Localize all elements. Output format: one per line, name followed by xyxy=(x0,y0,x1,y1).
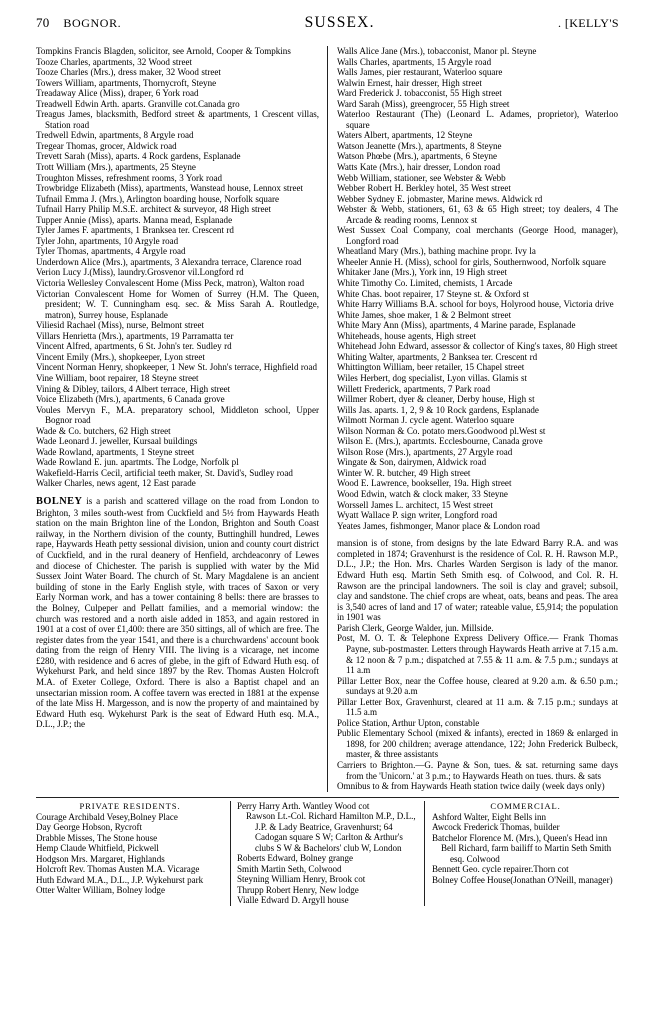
private-residents-column-2 xyxy=(230,801,424,906)
directory-entry: Underdown Alice (Mrs.), apartments, 3 Alexandra terrace, Clarence road xyxy=(36,256,302,267)
directory-entry: Vining & Dibley, tailors, 4 Albert terrace, High street xyxy=(36,383,231,394)
directory-entry: Villars Henrietta (Mrs.), apartments, 19 Parramatta ter xyxy=(36,330,234,341)
directory-entry: Tufnail Emma J. (Mrs.), Arlington boarding house, Norfolk square xyxy=(36,193,279,204)
resident-entry: Smith Martin Seth, Colwood xyxy=(237,863,342,874)
directory-entry: Walls Charles, apartments, 15 Argyle road xyxy=(337,56,492,67)
resident-entry: Courage Archibald Vesey,Bolney Place xyxy=(36,811,178,822)
directory-entry: Yeates James, fishmonger, Manor place & London road xyxy=(337,520,540,531)
directory-entry: Webster & Webb, stationers, 61, 63 & 65 High street; toy dealers, 4 The Arcade & reading rooms, Lennox st xyxy=(337,204,618,225)
parish-service-entry: Omnibus to & from Haywards Heath station twice daily (week days only) xyxy=(337,781,605,792)
resident-entry: Hodgson Mrs. Margaret, Highlands xyxy=(36,853,165,864)
page-folio-number: 70 xyxy=(36,15,50,30)
resident-entry: Rawson Lt.-Col. Richard Hamilton M.P., D.L., J.P. & Lady Beatrice, Gravenhurst; 64 Cadogan square S W; Carlton & Arthur's clubs S W & Bachelors' club W, London xyxy=(246,811,416,853)
directory-entry: Tooze Charles, apartments, 32 Wood street xyxy=(36,56,192,67)
commercial-entry: Bell Richard, farm bailiff to Martin Seth Smith esq. Colwood xyxy=(441,843,612,864)
commercial-entry: Ashford Walter, Eight Bells inn xyxy=(432,811,547,822)
directory-entry: Walwin Ernest, hair dresser, High street xyxy=(337,77,482,88)
article-spacer xyxy=(36,489,319,496)
directory-entry: Wilmott Norman J. cycle agent. Waterloo square xyxy=(337,415,515,426)
commercial-heading: COMMERCIAL. xyxy=(490,800,561,811)
directory-entry: Towers William, apartments, Thornycroft, Steyne xyxy=(36,77,217,88)
directory-entry: Whitaker Jane (Mrs.), York inn, 19 High street xyxy=(337,267,507,278)
directory-entry: Trott William (Mrs.), apartments, 25 Steyne xyxy=(36,162,196,173)
running-head-place: BOGNOR. xyxy=(63,16,122,30)
directory-entry: Victorian Convalescent Home for Women of Surrey (H.M. The Queen, president; W. T. Cunningham esq. sec. & Miss Sarah A. Routledge, matron), Surrey house, Esplanade xyxy=(36,288,319,320)
directory-entry: Wills Jas. aparts. 1, 2, 9 & 10 Rock gardens, Esplanade xyxy=(337,404,539,415)
directory-entry: Wilson Norman & Co. potato mers.Goodwood pl.West st xyxy=(337,425,546,436)
private-residents-heading: PRIVATE RESIDENTS. xyxy=(79,800,181,811)
directory-entry: White James, shoe maker, 1 & 2 Belmont street xyxy=(337,309,512,320)
directory-entry: Whiteheads, house agents, High street xyxy=(337,330,476,341)
parish-service-entry: Police Station, Arthur Upton, constable xyxy=(337,717,480,728)
directory-entry: Treagus James, blacksmith, Bedford street & apartments, 1 Crescent villas, Station road xyxy=(36,109,319,130)
directory-entry: Verion Lucy J.(Miss), laundry.Grosvenor vil.Longford rd xyxy=(36,267,244,278)
directory-entry: Watts Kate (Mrs.), hair dresser, London road xyxy=(337,162,501,173)
directory-entry: Tompkins Francis Blagden, solicitor, see Arnold, Cooper & Tompkins xyxy=(36,46,291,56)
directory-entry: Wade Leonard J. jeweller, Kursaal buildings xyxy=(36,436,198,447)
directory-entry: Treadwell Edwin Arth. aparts. Granville cot.Canada gro xyxy=(36,98,240,109)
directory-entry: Whitehead John Edward, assessor & collector of King's taxes, 80 High street xyxy=(337,341,618,352)
directory-entry: Ward Sarah (Miss), greengrocer, 55 High street xyxy=(337,98,510,109)
directory-entry: Wilson E. (Mrs.), apartmts. Ecclesbourne, Canada grove xyxy=(337,436,543,447)
parish-service-entry: Parish Clerk, George Walder, jun. Millside. xyxy=(337,622,494,633)
resident-entry: Thrupp Robert Henry, New lodge xyxy=(237,884,359,895)
directory-entry: Webber Sydney E. jobmaster, Marine mews. Aldwick rd xyxy=(337,193,543,204)
private-residents-column-1 xyxy=(36,801,230,906)
resident-entry: Otter Walter William, Bolney lodge xyxy=(36,885,165,896)
directory-entry: Walker Charles, news agent, 12 East parade xyxy=(36,478,196,489)
directory-entry: Wood Edwin, watch & clock maker, 33 Steyne xyxy=(337,488,508,499)
right-column xyxy=(327,46,618,792)
directory-entry: Ward Frederick J. tobacconist, 55 High street xyxy=(337,88,502,99)
directory-entry: Tredwell Edwin, apartments, 8 Argyle road xyxy=(36,130,194,141)
directory-entry: Vincent Norman Henry, shopkeeper, 1 New St. John's terrace, Highfield road xyxy=(36,362,317,373)
directory-list-right xyxy=(337,46,618,531)
directory-entry: Winter W. R. butcher, 49 High street xyxy=(337,467,471,478)
commercial-entry: Awcock Frederick Thomas, builder xyxy=(432,822,560,833)
directory-entry: Vincent Alfred, apartments, 6 St. John's ter. Sudley rd xyxy=(36,341,232,352)
directory-entry: Vine William, boot repairer, 18 Steyne street xyxy=(36,372,199,383)
running-head xyxy=(36,14,619,34)
directory-entry: Vincent Emily (Mrs.), shopkeeper, Lyon street xyxy=(36,351,205,362)
commercial-entry: Bolney Coffee House(Jonathan O'Neill, manager) xyxy=(432,874,613,885)
directory-entry: White Chas. boot repairer, 17 Steyne st. & Oxford st xyxy=(337,288,529,299)
directory-entry: Waters Albert, apartments, 12 Steyne xyxy=(337,130,473,141)
directory-entry: Willmer Robert, dyer & cleaner, Derby house, High st xyxy=(337,394,535,405)
directory-entry: Treadaway Alice (Miss), draper, 6 York road xyxy=(36,88,199,99)
directory-entry: Voice Elizabeth (Mrs.), apartments, 6 Canada grove xyxy=(36,394,225,405)
directory-entry: Wade Rowland E. jun. apartmts. The Lodge, Norfolk pl xyxy=(36,457,239,468)
parish-service-entry: Public Elementary School (mixed & infants), erected in 1869 & enlarged in 1898, for 200 children; average attendance, 122; John Frederick Bulbeck, master, & three assistants xyxy=(337,728,618,760)
directory-entry: White Mary Ann (Miss), apartments, 4 Marine parade, Esplanade xyxy=(337,320,576,331)
directory-entry: Trowbridge Elizabeth (Miss), apartments, Wanstead house, Lennox street xyxy=(36,183,303,194)
directory-entry: White Timothy Co. Limited, chemists, 1 Arcade xyxy=(337,278,513,289)
directory-entry: Wheeler Annie H. (Miss), school for girls, Southernwood, Norfolk square xyxy=(337,256,606,267)
left-column xyxy=(36,46,327,792)
article-spacer xyxy=(337,531,618,538)
directory-entry: Walls Alice Jane (Mrs.), tobacconist, Manor pl. Steyne xyxy=(337,46,537,56)
parish-service-entry: Pillar Letter Box, near the Coffee house, cleared at 9.20 a.m. & 6.50 p.m.; sundays at 9.20 a.m xyxy=(337,675,618,697)
directory-entry: Waterloo Restaurant (The) (Leonard L. Adames, proprietor), Waterloo square xyxy=(337,109,618,130)
directory-entry: Wiles Herbert, dog specialist, Lyon villas. Glamis st xyxy=(337,372,527,383)
parish-description-left: is a parish and scattered village on the road from London to Brighton, 3 miles south-west from Cuckfield and 5½ from Haywards Heath station on the main Brighton line of the London, Brighton and South Coast railway, in the Northern division of the county, Buttinghill hundred, Lewes rape, Haywards Heath petty sessional division, union and county court district of Cuckfield, and in the rural deanery of Henfield, archdeaconry of Lewes and diocese of Chichester. The parish is supplied with water by the Mid Sussex Joint Water Board. The church of St. Mary Magdalene is an ancient building of stone in the Early English style, with traces of Saxon or very Early Norman work, and has a tower containing 8 bells: there are brasses to the Bolney, Culpeper and Pellatt families, and a memorial window: the church was restored and a north aisle added in 1853, and again restored in 1901 at a cost of over £1,400: there are 350 sittings, all of which are free. The register dates from the year 1541, and there is a churchwardens' account book dating from the reign of Henry VIII. The living is a vicarage, net income £280, with residence and 6 acres of glebe, in the gift of Edward Huth esq. of Wykehurst Park, and held since 1897 by the Rev. Thomas Austen Holcroft M.A. of Exeter College, Oxford. There is also a Baptist chapel and an unsectarian mission room. A coffee tavern was erected in 1881 at the expense of the late Miss H. Margesson, and is now the property of and maintained by Edward Huth esq. Wykehurst Park is the seat of Edward Huth esq. M.A., D.L., J.P.; the xyxy=(36,495,319,730)
section-divider-rule xyxy=(36,797,619,798)
parish-service-entry: Carriers to Brighton.—G. Payne & Son, tues. & sat. returning same days from the 'Unicorn.' at 3 p.m.; to Haywards Heath on tues. thurs. & sats xyxy=(337,760,618,781)
directory-entry: West Sussex Coal Company, coal merchants (George Hood, manager), Longford road xyxy=(337,225,618,246)
directory-entry: Voules Mervyn F., M.A. preparatory school, Middleton school, Upper Bognor road xyxy=(36,404,319,426)
commercial-column xyxy=(424,801,619,906)
resident-entry: Roberts Edward, Bolney grange xyxy=(237,853,354,864)
resident-entry: Huth Edward M.A., D.L., J.P. Wykehurst park xyxy=(36,874,204,885)
resident-entry: Drabble Misses, The Stone house xyxy=(36,832,158,843)
directory-entry: Tooze Charles (Mrs.), dress maker, 32 Wood street xyxy=(36,67,221,78)
directory-entry: Wingate & Son, dairymen, Aldwick road xyxy=(337,457,487,468)
two-column-body xyxy=(36,46,619,792)
directory-entry: Wade & Co. butchers, 62 High street xyxy=(36,425,171,436)
running-head-county: SUSSEX. xyxy=(304,14,375,31)
directory-entry: Walls James, pier restaurant, Waterloo square xyxy=(337,67,503,78)
directory-entry: Wheatland Mary (Mrs.), bathing machine propr. Ivy la xyxy=(337,246,536,257)
resident-entry: Day George Hobson, Rycroft xyxy=(36,822,143,833)
commercial-entry: Batchelor Florence M. (Mrs.), Queen's Head inn xyxy=(432,832,608,843)
resident-entry: Vialle Edward D. Argyll house xyxy=(237,895,349,906)
directory-entry: Tyler John, apartments, 10 Argyle road xyxy=(36,235,179,246)
directory-entry: Whiting Walter, apartments, 2 Banksea ter. Crescent rd xyxy=(337,351,538,362)
directory-entry: Tregear Thomas, grocer, Aldwick road xyxy=(36,140,177,151)
directory-entry: Tupper Annie (Miss), aparts. Manna mead, Esplanade xyxy=(36,214,233,225)
directory-entry: Willett Frederick, apartments, 7 Park road xyxy=(337,383,491,394)
residents-commercial-block xyxy=(36,801,619,906)
parish-article-right: mansion is of stone, from designs by the late Edward Barry R.A. and was completed in 1874; Gravenhurst is the residence of Col. R. H. Rawson M.P., D.L., J.P.; the Hon. Mrs. Charles Warden Sergison is lady of the manor. Edward Huth esq. Martin Seth Smith esq. of Colwood, and Col. R. H. Rawson are the principal landowners. The soil is clay and gravel; subsoil, clay and sandstone. The chief crops are wheat, oats, beans and peas. The area is 3,540 acres of land and 17 of water; rateable value, £5,914; the population in 1901 was xyxy=(337,538,618,623)
directory-entry: Whittington William, beer retailer, 15 Chapel street xyxy=(337,362,525,373)
directory-entry: Wakefield-Harris Cecil, artificial teeth maker, St. David's, Sudley road xyxy=(36,467,293,478)
directory-entry: Trevett Sarah (Miss), aparts. 4 Rock gardens, Esplanade xyxy=(36,151,241,162)
directory-entry: Tyler Thomas, apartments, 4 Argyle road xyxy=(36,246,186,257)
parish-article-left xyxy=(36,496,319,730)
directory-list-left xyxy=(36,46,319,489)
directory-entry: Wilson Rose (Mrs.), apartments, 27 Argyle road xyxy=(337,446,513,457)
directory-entry: Victoria Wellesley Convalescent Home (Miss Peck, matron), Walton road xyxy=(36,278,305,289)
directory-entry: Webber Robert H. Berkley hotel, 35 West street xyxy=(337,183,511,194)
directory-entry: Viliesid Rachael (Miss), nurse, Belmont street xyxy=(36,320,205,331)
directory-entry: Wade Rowland, apartments, 1 Steyne street xyxy=(36,446,195,457)
directory-entry: Tufnail Harry Philip M.S.E. architect & surveyor, 48 High street xyxy=(36,204,272,215)
directory-entry: Troughton Misses, refreshment rooms, 3 York road xyxy=(36,172,223,183)
directory-entry: Worssell James L. architect, 15 West street xyxy=(337,499,493,510)
resident-entry: Steyning William Henry, Brook cot xyxy=(237,874,366,885)
resident-entry: Holcroft Rev. Thomas Austen M.A. Vicarage xyxy=(36,864,200,875)
directory-entry: Watson Jeanette (Mrs.), apartments, 8 Steyne xyxy=(337,140,502,151)
resident-entry: Hemp Claude Whitfield, Pickwell xyxy=(36,843,159,854)
parish-name: BOLNEY xyxy=(36,495,83,507)
directory-entry: White Harry Williams B.A. school for boys, Holyrood house, Victoria drive xyxy=(337,299,614,310)
directory-entry: Watson Phœbe (Mrs.), apartments, 6 Steyne xyxy=(337,151,498,162)
running-head-publisher: . [KELLY'S xyxy=(558,16,619,30)
directory-entry: Wood E. Lawrence, bookseller, 19a. High street xyxy=(337,478,512,489)
resident-entry: Perry Harry Arth. Wantley Wood cot xyxy=(237,800,370,811)
directory-entry: Webb William, stationer, see Webster & Webb xyxy=(337,172,506,183)
directory-entry: Tyler James F. apartments, 1 Branksea ter. Crescent rd xyxy=(36,225,234,236)
parish-service-entry: Post, M. O. T. & Telephone Express Delivery Office.— Frank Thomas Payne, sub-postmaster. Letters through Haywards Heath arrive at 7.15 a.m. & 12 noon & 7 p.m.; dispatched at 7.55 & 11 a.m. & 7.5 p.m.; sundays at 11 a.m xyxy=(337,633,618,676)
commercial-entry: Bennett Geo. cycle repairer.Thorn cot xyxy=(432,864,569,875)
directory-entry: Wyatt Wallace P. sign writer, Longford road xyxy=(337,510,498,521)
parish-service-entry: Pillar Letter Box, Gravenhurst, cleared at 11 a.m. & 7.15 p.m.; sundays at 11.5 a.m xyxy=(337,696,618,718)
